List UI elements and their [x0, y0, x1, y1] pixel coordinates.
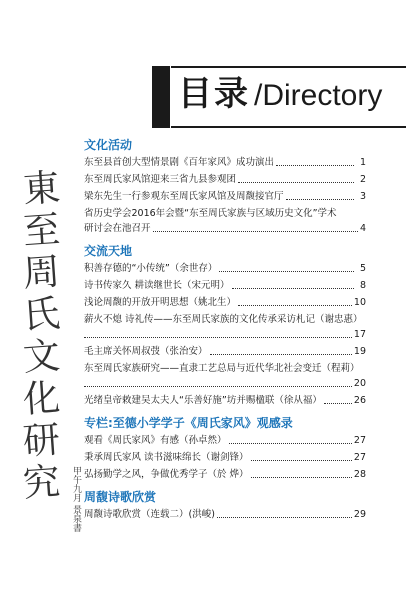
calligraphy-char: 化 — [21, 375, 61, 422]
toc-entry[interactable] — [84, 261, 366, 276]
entry-title: 秉承周氏家风 读书滋味绵长（谢剑锋） — [84, 452, 249, 463]
calligraphy-char: 研 — [21, 417, 61, 464]
entry-page: 10 — [353, 297, 366, 308]
entry-title: 毛主席关怀周叔弢（张治安） — [84, 346, 208, 357]
toc-entry[interactable] — [84, 155, 366, 170]
dot-leader — [324, 403, 352, 404]
entry-page: 29 — [353, 509, 366, 520]
toc-entry[interactable] — [84, 393, 366, 408]
toc-entry[interactable] — [84, 361, 366, 391]
dot-leader — [84, 386, 352, 387]
entry-title-cont: 研讨会在池召开 — [84, 223, 151, 234]
entry-title: 周馥诗歌欣赏（连载二）(洪峻) — [84, 509, 215, 520]
entry-title: 东至周氏家族研究——直隶工艺总局与近代华北社会变迁（程莉） — [84, 363, 360, 374]
entry-title: 弘扬勤学之风，争做优秀学子（於 烨） — [84, 469, 249, 480]
entry-title: 薪火不熄 诗礼传——东至周氏家族的文化传承采访札记（谢忠惠） — [84, 314, 363, 325]
page-title: 目录 — [178, 74, 250, 114]
dot-leader — [238, 182, 354, 183]
header-rule-top — [171, 66, 406, 68]
dot-leader — [84, 337, 352, 338]
calligraphy-char: 東 — [21, 165, 61, 212]
section-heading: 交流天地 — [84, 244, 133, 258]
toc-entry[interactable] — [84, 295, 366, 310]
entry-title: 光绪皇帝敕建吴太夫人“乐善好施”坊并赐楹联（徐从福） — [84, 395, 322, 406]
entry-page: 27 — [353, 452, 366, 463]
dot-leader — [219, 271, 354, 272]
toc-entry[interactable] — [84, 344, 366, 359]
entry-page: 19 — [353, 346, 366, 357]
dot-leader — [251, 460, 352, 461]
entry-title: 省历史学会2016年会暨“东至周氏家族与区域历史文化”学术 — [84, 208, 337, 219]
toc-entry[interactable] — [84, 433, 366, 448]
entry-title: 诗书传家久 耕读继世长（宋元明） — [84, 280, 230, 291]
dot-leader — [232, 288, 354, 289]
section-heading: 周馥诗歌欣赏 — [84, 490, 157, 504]
calligraphy-char: 究 — [21, 459, 61, 506]
dot-leader — [238, 305, 352, 306]
entry-page: 20 — [353, 378, 366, 389]
calligraphy-char: 文 — [21, 333, 61, 380]
dot-leader — [217, 517, 352, 518]
toc-entry[interactable] — [84, 189, 366, 204]
toc-entry[interactable] — [84, 507, 366, 522]
calligraphy-char: 周 — [21, 249, 61, 296]
dot-leader — [286, 199, 354, 200]
toc-entry[interactable] — [84, 172, 366, 187]
dot-leader — [210, 354, 352, 355]
entry-title: 梁东先生一行参观东至周氏家风馆及周馥接官厅 — [84, 191, 284, 202]
entry-title: 东至县首创大型情景剧《百年家风》成功演出 — [84, 157, 275, 168]
table-of-contents — [84, 136, 366, 524]
toc-entry[interactable] — [84, 312, 366, 342]
entry-page: 8 — [359, 280, 366, 291]
entry-page: 4 — [359, 223, 366, 234]
calligraphy-column — [18, 165, 64, 506]
toc-entry[interactable] — [84, 450, 366, 465]
entry-page: 2 — [359, 174, 366, 185]
section-heading: 文化活动 — [84, 138, 133, 152]
calligraphy-char: 氏 — [21, 291, 61, 338]
dot-leader — [229, 443, 352, 444]
entry-page: 26 — [353, 395, 366, 406]
entry-page: 27 — [353, 435, 366, 446]
entry-title: 东至周氏家风馆迎来三省九县参观团 — [84, 174, 237, 185]
entry-page: 3 — [359, 191, 366, 202]
entry-title: 积善存德的“小传统”（余世存） — [84, 263, 218, 274]
page-subtitle: /Directory — [254, 79, 383, 112]
entry-title: 观看《周氏家风》有感（孙卓然） — [84, 435, 227, 446]
entry-title: 浅论周馥的开放开明思想（姚北生） — [84, 297, 237, 308]
entry-page: 28 — [353, 469, 366, 480]
calligraphy-signature: 甲午九月 景泉書 — [71, 466, 81, 532]
section-heading: 专栏:至德小学学子《周氏家风》观感录 — [84, 416, 293, 430]
calligraphy-char: 至 — [21, 207, 61, 254]
header-accent-bar — [152, 66, 170, 128]
toc-entry[interactable] — [84, 278, 366, 293]
entry-page: 1 — [359, 157, 366, 168]
dot-leader — [153, 231, 358, 232]
entry-page: 17 — [353, 329, 366, 340]
dot-leader — [251, 477, 352, 478]
dot-leader — [276, 165, 354, 166]
header-rule-bottom — [171, 126, 406, 128]
toc-entry[interactable] — [84, 467, 366, 482]
toc-entry[interactable] — [84, 206, 366, 236]
entry-page: 5 — [359, 263, 366, 274]
